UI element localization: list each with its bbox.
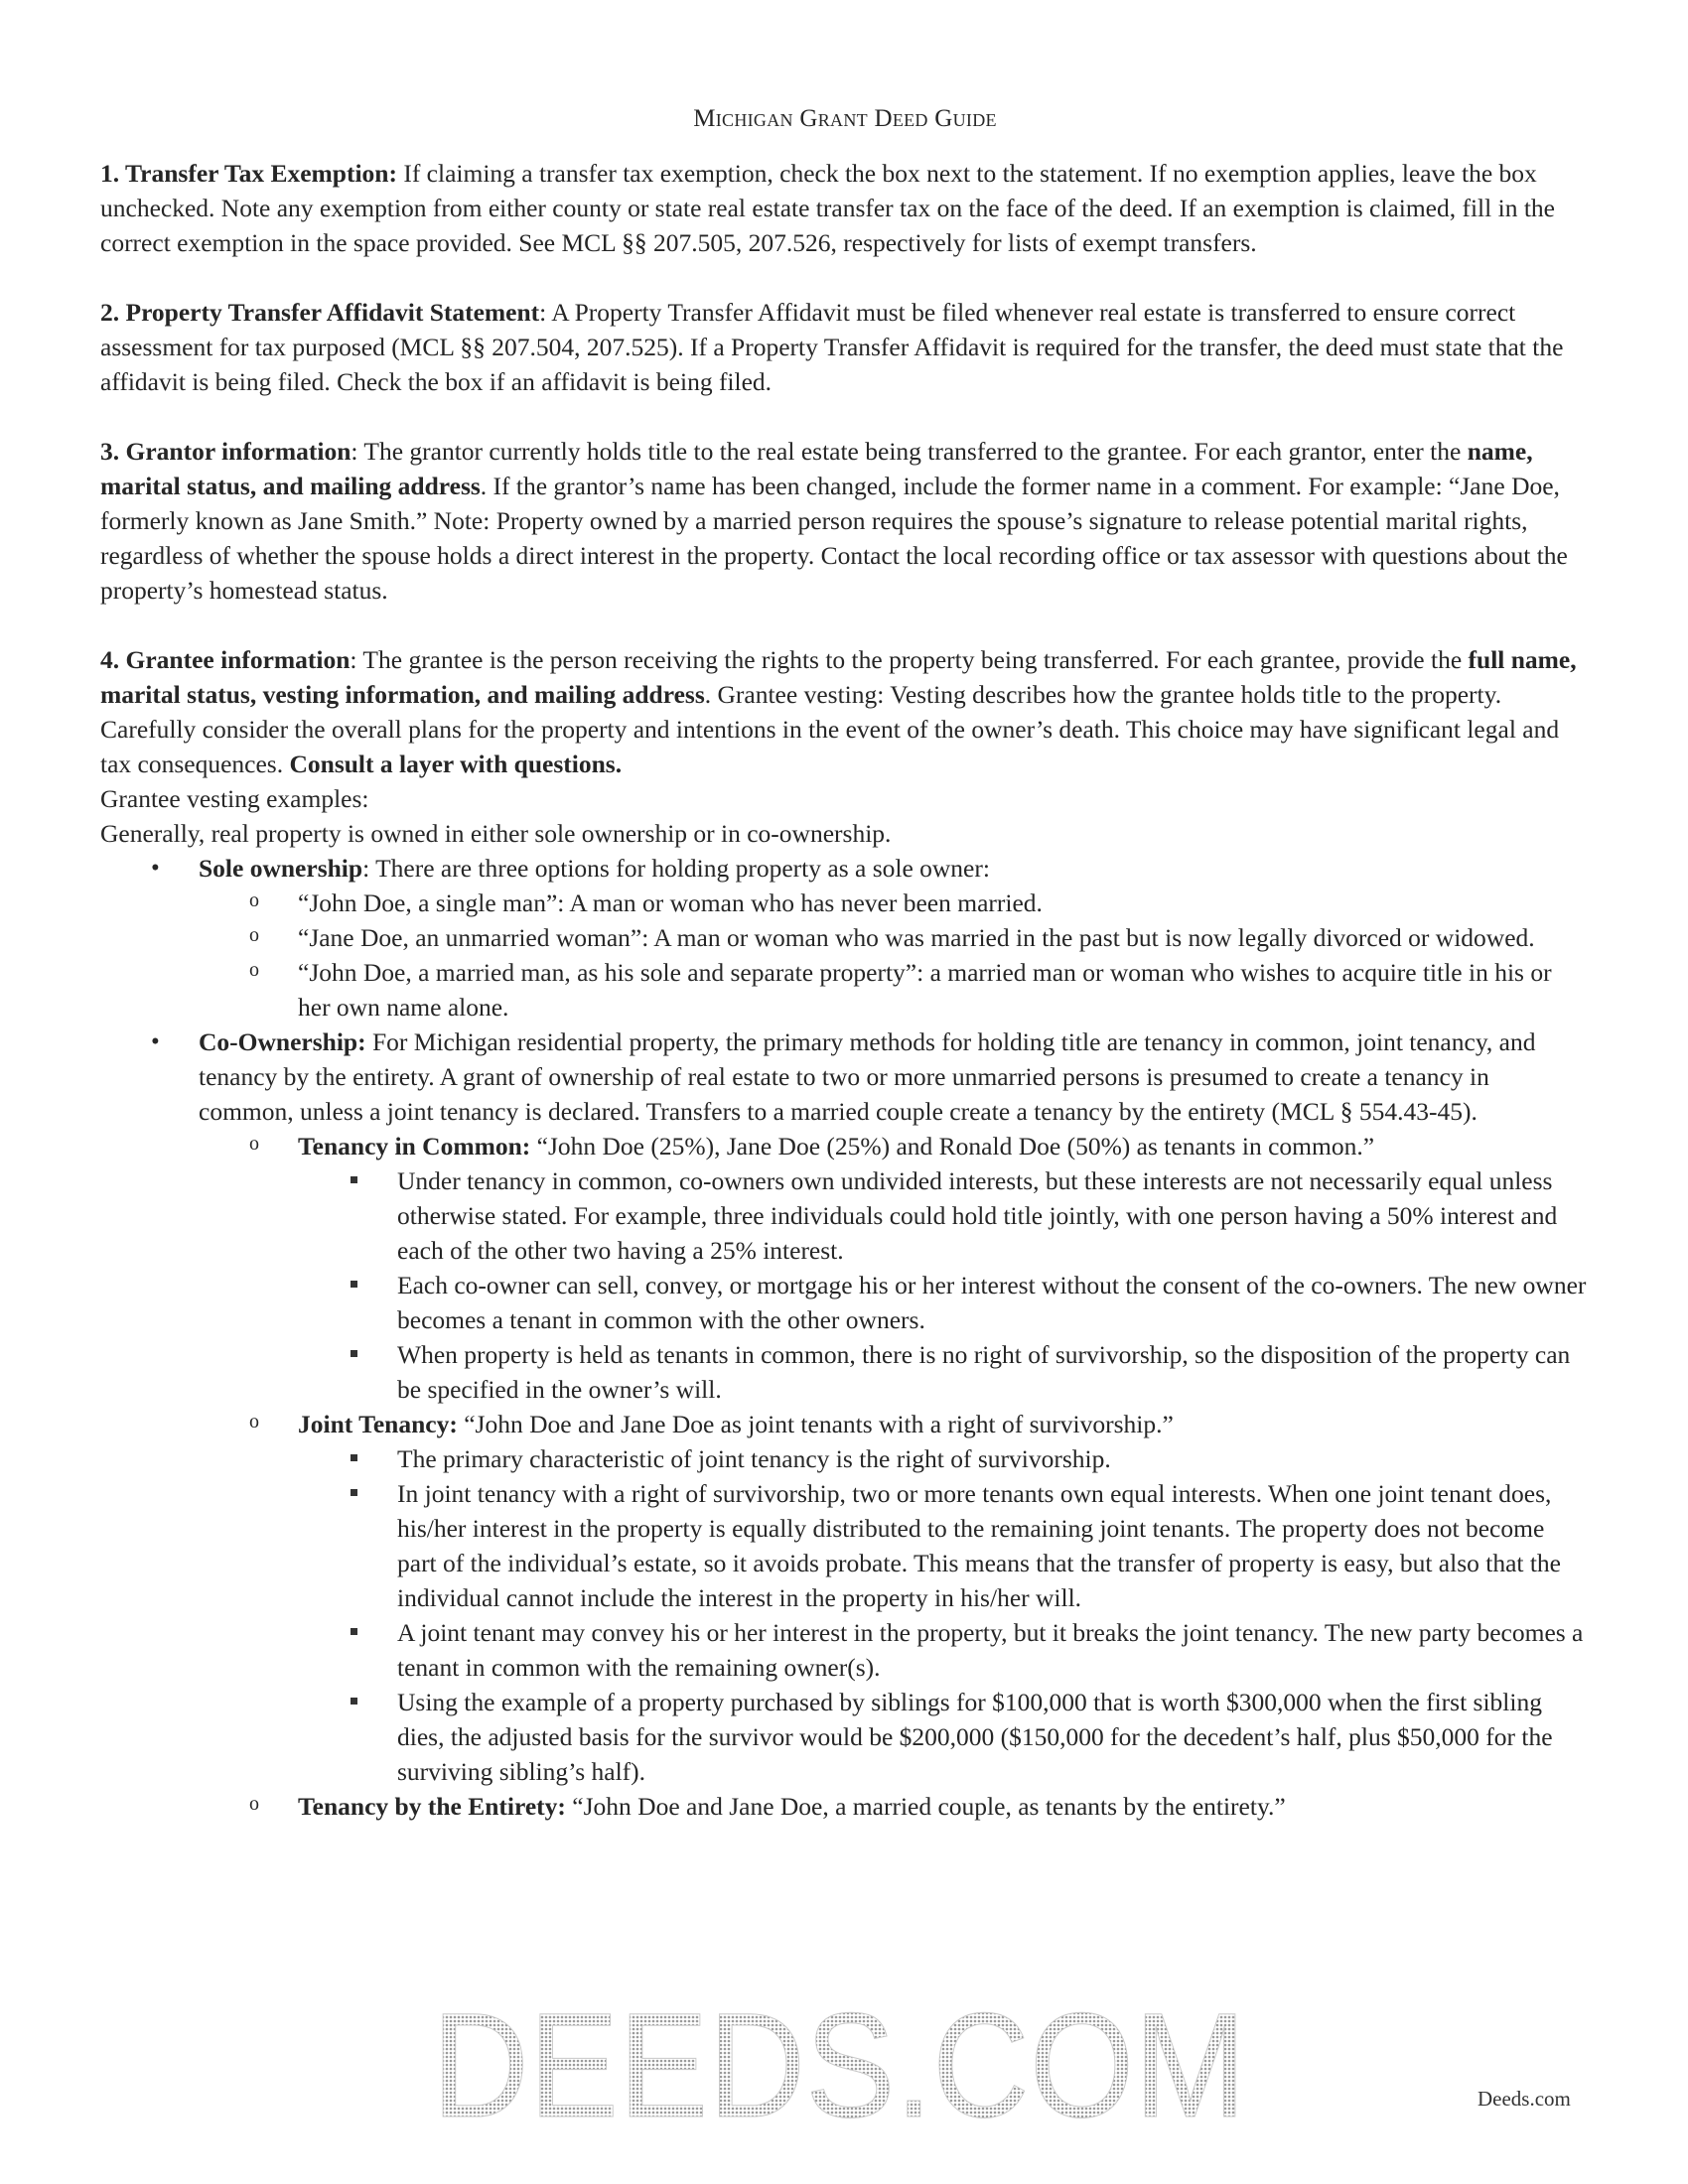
list-item: In joint tenancy with a right of survivorship, two or more tenants own equal interests. When one joint tenant does, his/her interest in the property is equally distributed to the remaining joint tenants. The property does not become part of the individual’s estate, so it avoids probate. This means that the transfer of property is easy, but also that the individual cannot include the interest in the property in his/her will.: [100, 1476, 1590, 1615]
list-item: Each co-owner can sell, convey, or mortgage his or her interest without the consent of the co-owners. The new owner becomes a tenant in common with the other owners.: [100, 1268, 1590, 1337]
vesting-examples-line: Grantee vesting examples:: [100, 784, 369, 813]
list-item: [100, 1024, 1590, 1824]
list-item: Using the example of a property purchased by siblings for $100,000 that is worth $300,000 when the first sibling dies, the adjusted basis for the survivor would be $200,000 ($150,000 for the decedent’s half, plus $50,000 for the surviving sibling’s half).: [100, 1685, 1590, 1789]
list-item-text: For Michigan residential property, the primary methods for holding title are tenancy in common, joint tenancy, and tenancy by the entirety. A grant of ownership of real estate to two or more unmarried persons is presumed to create a tenancy in common, unless a joint tenancy is declared. Transfers to a married couple create a tenancy by the entirety (MCL § 554.43-45).: [199, 1027, 1536, 1126]
section-body: . If the grantor’s name has been changed, include the former name in a comment. For example: “Jane Doe, formerly known as Jane Smith.” Note: Property owned by a married person requires the spouse’s signature to release potential marital rights, regardless of whether the spouse holds a direct interest in the property. Contact the local recording office or tax assessor with questions about the property’s homestead status.: [100, 472, 1568, 605]
list-item-heading: Tenancy in Common:: [298, 1132, 531, 1160]
list-item-heading: Sole ownership: [199, 854, 363, 883]
list-item: Under tenancy in common, co-owners own undivided interests, but these interests are not necessarily equal unless otherwise stated. For example, three individuals could hold title jointly, with one person having a 50% interest and each of the other two having a 25% interest.: [100, 1163, 1590, 1268]
co-options-list: [199, 1129, 1590, 1824]
section-body: . Grantee vesting: Vesting describes how the grantee holds title to the property. Carefully consider the overall plans for the property and intentions in the event of the owner’s death. This choice may have significant legal and tax consequences.: [100, 680, 1560, 778]
footer-url: Deeds.com: [1477, 2087, 1571, 2111]
section-transfer-tax: [100, 156, 1590, 260]
section-body: : A Property Transfer Affidavit must be filed whenever real estate is transferred to ensure correct assessment for tax purposed (MCL §§ 207.504, 207.525). If a Property Transfer Affidavit is required for the transfer, the deed must state that the affidavit is being filed. Check the box if an affidavit is being filed.: [100, 298, 1564, 396]
list-item: [100, 1407, 1590, 1789]
section-emphasis: Consult a layer with questions.: [289, 750, 623, 778]
section-paragraph: [100, 295, 1590, 399]
section-emphasis: full name, marital status, vesting information, and mailing address: [100, 645, 1577, 709]
section-body: If claiming a transfer tax exemption, check the box next to the statement. If no exemption applies, leave the box unchecked. Note any exemption from either county or state real estate transfer tax on the face of the deed. If an exemption is claimed, fill in the correct exemption in the space provided. See MCL §§ 207.505, 207.526, respectively for lists of exempt transfers.: [100, 159, 1555, 257]
list-item-heading: Co-Ownership:: [199, 1027, 366, 1056]
list-item-text: “John Doe and Jane Doe as joint tenants with a right of survivorship.”: [457, 1410, 1174, 1438]
deeds-logo-watermark: [429, 2007, 1249, 2124]
section-heading: 1. Transfer Tax Exemption:: [100, 159, 397, 188]
ownership-list: [100, 851, 1590, 1824]
section-heading: 3. Grantor information: [100, 437, 352, 466]
section-body: : The grantee is the person receiving the rights to the property being transferred. For each grantee, provide the: [350, 645, 1469, 674]
list-item-text: “John Doe and Jane Doe, a married couple, as tenants by the entirety.”: [565, 1792, 1286, 1821]
list-item: When property is held as tenants in common, there is no right of survivorship, so the disposition of the property can be specified in the owner’s will.: [100, 1337, 1590, 1407]
section-grantor: [100, 434, 1590, 608]
section-emphasis: name, marital status, and mailing address: [100, 437, 1533, 500]
list-item: [100, 1129, 1590, 1407]
document-page: [100, 95, 1590, 1858]
logo-text: DEEDS.COM: [432, 2007, 1246, 2124]
section-paragraph: [100, 156, 1590, 260]
section-heading: 4. Grantee information: [100, 645, 351, 674]
list-item: [100, 851, 1590, 1024]
tic-details-list: [298, 1163, 1590, 1407]
list-item: [100, 1789, 1590, 1824]
section-paragraph: [100, 642, 1590, 781]
section-heading: 2. Property Transfer Affidavit Statement: [100, 298, 540, 327]
list-item-heading: Joint Tenancy:: [298, 1410, 458, 1438]
list-item: o “Jane Doe, an unmarried woman”: A man or woman who was married in the past but is now legally divorced or widowed.: [100, 920, 1590, 955]
list-item: A joint tenant may convey his or her interest in the property, but it breaks the joint tenancy. The new party becomes a tenant in common with the remaining owner(s).: [100, 1615, 1590, 1685]
section-paragraph: [100, 434, 1590, 608]
section-body: : The grantor currently holds title to the real estate being transferred to the grantee. For each grantor, enter the: [351, 437, 1468, 466]
list-item-text: “John Doe (25%), Jane Doe (25%) and Ronald Doe (50%) as tenants in common.”: [530, 1132, 1375, 1160]
ownership-intro-line: Generally, real property is owned in either sole ownership or in co-ownership.: [100, 819, 892, 848]
list-item-text: : There are three options for holding property as a sole owner:: [362, 854, 990, 883]
section-grantee: [100, 642, 1590, 1824]
section-affidavit: [100, 295, 1590, 399]
page-title: Michigan Grant Deed Guide: [693, 105, 997, 132]
list-item: o “John Doe, a single man”: A man or woman who has never been married.: [100, 886, 1590, 920]
jt-details-list: [298, 1441, 1590, 1789]
list-item: o “John Doe, a married man, as his sole and separate property”: a married man or woman who wishes to acquire title in his or her own name alone.: [100, 955, 1590, 1024]
list-item-heading: Tenancy by the Entirety:: [298, 1792, 566, 1821]
list-item: The primary characteristic of joint tenancy is the right of survivorship.: [100, 1441, 1590, 1476]
sole-options-list: [199, 886, 1590, 1024]
